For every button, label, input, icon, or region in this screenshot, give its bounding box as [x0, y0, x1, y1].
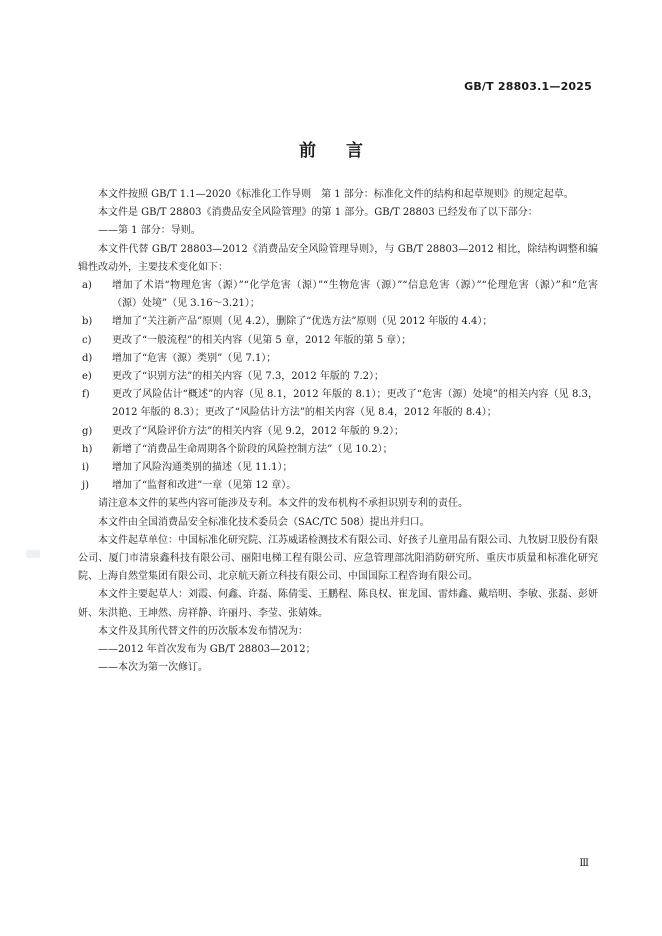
history-item: ——本次为第一次修订。	[98, 662, 208, 674]
change-item-text: 增加了术语“物理危害（源）”“化学危害（源）”“生物危害（源）”“信息危害（源）”“伦理危害（源）”和“危害（源）处境”（见 3.16～3.21）；	[112, 280, 598, 310]
change-item-label: j)	[82, 480, 90, 492]
change-item-text: 新增了“消费品生命周期各个阶段的风险控制方法”（见 10.2）；	[112, 443, 393, 455]
change-item-label: i)	[82, 462, 90, 474]
change-item-label: d)	[82, 352, 93, 364]
change-item	[78, 423, 598, 441]
page-number: Ⅲ	[579, 858, 590, 869]
change-item	[78, 277, 598, 313]
change-item-label: g)	[82, 425, 93, 437]
paragraph-history-intro: 本文件及其所代替文件的历次版本发布情况为：	[98, 625, 308, 637]
change-item-text: 增加了“危害（源）类别”（见 7.1）；	[112, 352, 277, 364]
change-item-text: 更改了风险估计“概述”的内容（见 8.1，2012 年版的 8.1）；更改了“危害（源）处境”的相关内容（见 8.3，2012 年版的 8.3）；更改了“风险估计方法”的相关内容（见 8.4，2012 年版的 8.4）；	[112, 389, 598, 419]
change-item-text: 增加了“关注新产品”原则（见 4.2），删除了“优选方法”原则（见 2012 年版的 4.4）；	[112, 316, 493, 328]
change-item-label: a)	[82, 280, 92, 292]
standard-code: GB/T 28803.1—2025	[464, 80, 592, 93]
change-item-text: 更改了“风险评价方法”的相关内容（见 9.2，2012 年版的 9.2）；	[112, 425, 405, 437]
document-body	[78, 186, 598, 677]
change-item-label: c)	[82, 334, 92, 346]
margin-mark	[26, 550, 40, 558]
change-item	[78, 459, 598, 477]
change-item-label: b)	[82, 316, 93, 328]
change-item	[78, 368, 598, 386]
history-item: ——2012 年首次发布为 GB/T 28803—2012；	[98, 644, 316, 656]
change-item-label: f)	[82, 389, 90, 401]
paragraph-drafting-units: 本文件起草单位：中国标准化研究院、江苏威诺检测技术有限公司、好孩子儿童用品有限公司、九牧厨卫股份有限公司、厦门市清泉鑫科技有限公司、丽阳电梯工程有限公司、应急管理部沈阳消防研究所、重庆市质量和标准化研究院、上海自然堂集团有限公司、北京航天新立科技有限公司、中国国际工程咨询有限公司。	[78, 534, 598, 583]
paragraph-patent-notice: 请注意本文件的某些内容可能涉及专利。本文件的发布机构不承担识别专利的责任。	[98, 498, 468, 510]
change-item-text: 更改了“一般流程”的相关内容（见第 5 章，2012 年版的第 5 章）；	[112, 334, 412, 346]
paragraph-changes-intro: 本文件代替 GB/T 28803—2012《消费品安全风险管理导则》，与 GB/T 28803—2012 相比，除结构调整和编辑性改动外，主要技术变化如下：	[78, 243, 598, 273]
change-item-label: e)	[82, 371, 92, 383]
change-item	[78, 477, 598, 495]
page-title: 前言	[299, 141, 393, 161]
change-item	[78, 386, 598, 422]
change-item	[78, 350, 598, 368]
change-item	[78, 332, 598, 350]
change-item	[78, 441, 598, 459]
paragraph-drafting-rules: 本文件按照 GB/T 1.1—2020《标准化工作导则 第 1 部分：标准化文件的结构和起草规则》的规定起草。	[98, 189, 574, 200]
change-item-label: h)	[82, 443, 93, 455]
paragraph-proposer: 本文件由全国消费品安全标准化技术委员会（SAC/TC 508）提出并归口。	[98, 516, 430, 528]
paragraph-part-of-series: 本文件是 GB/T 28803《消费品安全风险管理》的第 1 部分。GB/T 28803 已经发布了以下部分：	[98, 207, 538, 219]
change-item-text: 增加了“监督和改进”一章（见第 12 章）。	[112, 480, 297, 492]
change-item	[78, 313, 598, 331]
change-item-text: 更改了“识别方法”的相关内容（见 7.3，2012 年版的 7.2）；	[112, 371, 385, 383]
paragraph-drafters: 本文件主要起草人：刘霞、何鑫、许磊、陈倩雯、王鹏程、陈良权、崔龙国、雷炜鑫、戴培明、李敏、张磊、彭妍妍、朱洪艳、王坤然、房祥静、许丽丹、李莹、张婧姝。	[78, 589, 598, 619]
parts-list-item: ——第 1 部分：导则。	[98, 225, 201, 237]
change-item-text: 增加了风险沟通类别的描述（见 11.1）；	[112, 462, 293, 474]
